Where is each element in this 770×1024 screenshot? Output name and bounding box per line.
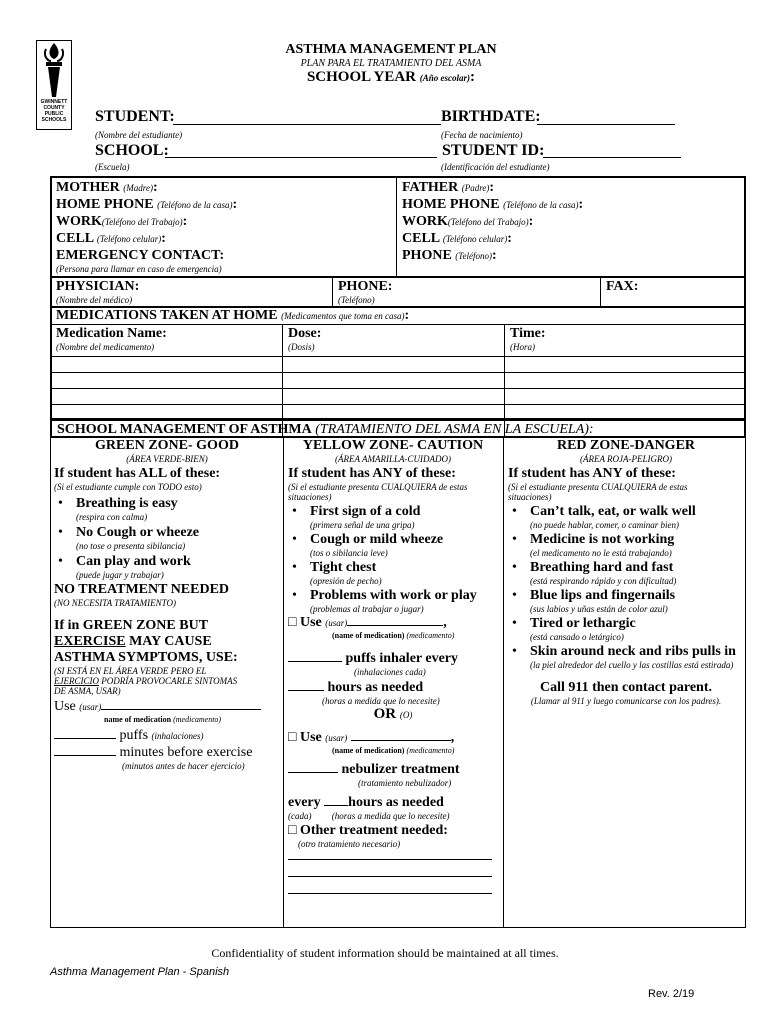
physician-phone-label[interactable]: PHONE: (338, 279, 393, 294)
green-zone-header: GREEN ZONE- GOOD (95, 438, 239, 453)
father-home-phone-es: (Teléfono de la casa) (503, 200, 579, 210)
revision: Rev. 2/19 (648, 988, 695, 1000)
exercise-es-3: DE ASMA, USAR) (54, 686, 121, 696)
page-title: ASTHMA MANAGEMENT PLAN (285, 42, 497, 57)
yellow-puffs-field[interactable] (288, 650, 342, 662)
yellow-every: every (288, 795, 321, 810)
green-item-2-es: (no tose o presenta sibilancia) (76, 541, 186, 551)
green-zone-header-es: (ÁREA VERDE-BIEN) (126, 454, 208, 464)
confidentiality-note: Confidentiality of student information should be maintained at all times. (211, 946, 559, 960)
red-zone (508, 438, 744, 706)
yellow-comma: , (443, 615, 447, 630)
home-phone-es: (Teléfono de la casa) (157, 200, 233, 210)
logo-text-4: SCHOOLS (41, 117, 67, 123)
father-es: (Padre) (461, 183, 490, 193)
green-item-2: • No Cough or wheeze (76, 525, 200, 540)
yellow-item-2: • Cough or mild wheeze (310, 532, 444, 547)
father-work-label: WORK (402, 214, 448, 229)
red-item-5: • Tired or lethargic (530, 616, 636, 631)
yellow-if-any: If student has ANY of these: (288, 466, 456, 481)
exercise-es-1: (SI ESTÁ EN EL ÁREA VERDE PERO EL (54, 666, 207, 676)
yellow-use: Use (299, 615, 322, 630)
logo-text-3: PUBLIC (44, 111, 64, 117)
medication-row-2[interactable] (52, 372, 744, 388)
father-home-phone-row[interactable]: HOME PHONE (Teléfono de la casa): (402, 197, 584, 212)
father-home-phone-label: HOME PHONE (402, 197, 500, 212)
school-field[interactable] (165, 157, 437, 158)
yellow-name-med2-es: (medicamento) (406, 746, 455, 755)
cell-label: CELL (56, 231, 94, 246)
red-item-2: • Medicine is not working (530, 532, 675, 547)
father-work-row[interactable]: WORK(Teléfono del Trabajo): (402, 214, 534, 229)
physician-es: (Nombre del médico) (56, 295, 133, 305)
red-item-5-es: (está cansado o letárgico) (530, 632, 624, 642)
red-if-any-es-1: (Si el estudiante presenta CUALQUIERA de estas (508, 482, 688, 492)
mother-row[interactable]: MOTHER (Madre): (56, 180, 158, 195)
green-use-es: (usar) (79, 702, 102, 712)
red-item-1-es: (no puede hablar, comer, o caminar bien) (530, 520, 679, 530)
yellow-nebulizer-field[interactable] (288, 761, 338, 773)
yellow-name-med: (name of medication) (332, 631, 405, 640)
green-name-med-es: (medicamento) (173, 715, 222, 724)
yellow-if-any-es-2: situaciones) (288, 492, 332, 502)
time-es: (Hora) (510, 342, 535, 352)
document-name: Asthma Management Plan - Spanish (50, 966, 230, 978)
green-item-1-es: (respira con calma) (76, 512, 148, 522)
red-zone-header: RED ZONE-DANGER (556, 438, 696, 453)
yellow-hours2: hours as needed (348, 795, 444, 810)
red-item-4: • Blue lips and fingernails (530, 588, 676, 603)
dose-header: Dose: (288, 326, 322, 341)
yellow-other: Other treatment needed: (299, 823, 448, 838)
yellow-name-med2: (name of medication) (332, 746, 405, 755)
medications-title-es: (Medicamentos que toma en casa) (281, 311, 405, 321)
emergency-label: EMERGENCY CONTACT: (56, 248, 225, 263)
yellow-item-1-es: (primera señal de una gripa) (310, 520, 415, 530)
red-item-6: • Skin around neck and ribs pulls in (530, 644, 736, 659)
student-es: (Nombre del estudiante) (95, 130, 183, 140)
yellow-or-es: (O) (399, 710, 413, 720)
yellow-nebulizer-es: (tratamiento nebulizador) (358, 778, 452, 788)
red-item-1: • Can’t talk, eat, or walk well (530, 504, 696, 519)
father-row[interactable]: FATHER (Padre): (402, 180, 495, 195)
yellow-other-checkbox[interactable]: □ (288, 823, 297, 838)
home-phone-label: HOME PHONE (56, 197, 154, 212)
green-item-3-es: (puede jugar y trabajar) (76, 570, 164, 580)
yellow-item-4-es: (problemas al trabajar o jugar) (310, 604, 424, 614)
green-zone (54, 438, 280, 771)
red-item-3-es: (está respirando rápido y con dificultad) (530, 576, 677, 586)
emergency-es: (Persona para llamar en caso de emergencia) (56, 264, 222, 274)
yellow-hours: hours as needed (327, 680, 424, 695)
exercise-es-word: EJERCICIO (54, 676, 99, 686)
yellow-medication2-field[interactable] (351, 729, 451, 741)
school-year-es: (Año escolar) (419, 73, 471, 83)
dose-es: (Dosis) (288, 342, 315, 352)
yellow-zone-header-es: (ÁREA AMARILLA-CUIDADO) (335, 454, 451, 464)
yellow-nebulizer: nebulizer treatment (341, 762, 460, 777)
green-minutes-field[interactable] (54, 744, 116, 756)
medication-name-es: (Nombre del medicamento) (56, 342, 155, 352)
school-mgmt-title-es: (TRATAMIENTO DEL ASMA EN LA ESCUELA): (315, 422, 594, 437)
exercise-line-3: ASTHMA SYMPTOMS, USE: (54, 650, 238, 665)
yellow-item-3: • Tight chest (310, 560, 377, 575)
medication-row-1[interactable] (52, 356, 744, 372)
mother-work-row[interactable]: WORK(Teléfono del Trabajo): (56, 214, 188, 229)
student-name-field[interactable] (173, 124, 441, 125)
green-minutes: minutes before exercise (119, 745, 253, 760)
yellow-other-line-2[interactable] (288, 876, 492, 877)
yellow-other-line-3[interactable] (288, 893, 492, 894)
exercise-es-2: PODRÍA PROVOCARLE SINTOMAS (99, 676, 238, 686)
time-header: Time: (510, 326, 546, 341)
page-subtitle: PLAN PARA EL TRATAMIENTO DEL ASMA (300, 58, 482, 69)
father-phone-row[interactable]: PHONE (Teléfono): (402, 248, 497, 263)
exercise-line-2: MAY CAUSE (125, 634, 212, 649)
yellow-medication-field[interactable] (347, 614, 443, 626)
yellow-item-2-es: (tos o sibilancia leve) (310, 548, 388, 558)
mother-cell-row[interactable]: CELL (Teléfono celular): (56, 231, 166, 246)
yellow-every-field[interactable] (324, 794, 348, 806)
father-cell-row[interactable]: CELL (Teléfono celular): (402, 231, 512, 246)
mother-home-phone-row[interactable]: HOME PHONE (Teléfono de la casa): (56, 197, 238, 212)
yellow-if-any-es-1: (Si el estudiante presenta CUALQUIERA de estas (288, 482, 468, 492)
green-name-med: name of medication (104, 715, 172, 724)
emergency-contact-row[interactable] (56, 248, 237, 264)
yellow-item-4: • Problems with work or play (310, 588, 477, 603)
green-puffs: puffs (119, 728, 149, 743)
physician-phone-es: (Teléfono) (338, 295, 375, 305)
yellow-item-1: • First sign of a cold (310, 504, 421, 519)
medications-title: MEDICATIONS TAKEN AT HOME (56, 308, 278, 323)
yellow-use2: Use (299, 730, 322, 745)
red-if-any-es-2: situaciones) (508, 492, 552, 502)
yellow-every-es: (cada) (288, 811, 312, 821)
red-if-any: If student has ANY of these: (508, 466, 676, 481)
father-phone-label: PHONE (402, 248, 452, 263)
green-use: Use (54, 699, 76, 714)
yellow-zone-header: YELLOW ZONE- CAUTION (302, 438, 484, 453)
yellow-or: OR (373, 706, 397, 722)
birthdate-field[interactable] (537, 124, 675, 125)
yellow-zone (288, 438, 498, 894)
no-treatment: NO TREATMENT NEEDED (54, 582, 230, 597)
yellow-hours-field[interactable] (288, 679, 324, 691)
school-label: SCHOOL: (95, 142, 169, 159)
physician-fax-label[interactable]: FAX: (606, 279, 639, 294)
father-cell-label: CELL (402, 231, 440, 246)
yellow-use-checkbox[interactable]: □ (288, 615, 297, 630)
red-item-6-es: (la piel alrededor del cuello y las costillas está estirada) (530, 660, 734, 670)
yellow-name-med-es: (medicamento) (406, 631, 455, 640)
work-es: (Teléfono del Trabajo) (101, 217, 183, 227)
yellow-other-line-1[interactable] (288, 859, 492, 860)
yellow-use2-checkbox[interactable]: □ (288, 730, 297, 745)
red-call-911: Call 911 then contact parent. (539, 680, 712, 695)
logo-text-2: COUNTY (43, 105, 65, 111)
physician-label[interactable]: PHYSICIAN: (56, 279, 140, 294)
mother-label: MOTHER (56, 180, 120, 195)
contact-medication-table: MOTHER (Madre): HOME PHONE (Teléfono de la casa): WORK(Teléfono del Trabajo): CELL (Teléfono celular): EMERGENCY CONTACT: (Persona para llamar en caso de emergencia) FATHER (Padre): HOME PHONE (Teléfono de la casa): WORK(Teléfono del Trabajo): CELL (Teléfono celular): PHONE (Teléfono): PHYSICIAN: (Nombre del médico) PHONE: (Teléfono) FAX: MEDICATIONS TAKEN AT HOME (Medicamentos que toma en casa): Medication Name: (Nombre del medicamento) Dose: (Dosis) Time: (Hora) (50, 176, 746, 438)
yellow-comma-2: , (450, 730, 455, 745)
red-item-3: • Breathing hard and fast (530, 560, 674, 575)
student-id-label: STUDENT ID: (442, 142, 545, 159)
student-id-field[interactable] (543, 157, 681, 158)
yellow-puffs: puffs inhaler every (345, 651, 459, 666)
cell-es: (Teléfono celular) (96, 234, 162, 244)
yellow-item-3-es: (opresión de pecho) (310, 576, 382, 586)
school-year-colon: : (470, 69, 476, 85)
father-label: FATHER (402, 180, 459, 195)
birthdate-es: (Fecha de nacimiento) (441, 130, 523, 140)
student-id-es: (Identificación del estudiante) (441, 162, 550, 172)
father-work-es: (Teléfono del Trabajo) (447, 217, 529, 227)
yellow-hours-es: (horas a medida que lo necesite) (322, 696, 440, 706)
yellow-puffs-es: (inhalaciones cada) (354, 667, 426, 677)
birthdate-label: BIRTHDATE: (441, 108, 541, 125)
father-phone-es: (Teléfono) (455, 251, 492, 261)
yellow-other-es: (otro tratamiento necesario) (298, 839, 401, 849)
school-year-label: SCHOOL YEAR (306, 69, 417, 85)
yellow-hours2-es: (horas a medida que lo necesite) (331, 811, 450, 821)
school-es: (Escuela) (95, 162, 130, 172)
school-mgmt-title: SCHOOL MANAGEMENT OF ASTHMA (57, 422, 312, 437)
medication-name-header: Medication Name: (56, 326, 167, 341)
no-treatment-es: (NO NECESITA TRATAMIENTO) (54, 598, 177, 608)
father-cell-es: (Teléfono celular) (442, 234, 508, 244)
yellow-use-es: (usar) (325, 618, 348, 628)
green-puffs-field[interactable] (54, 727, 116, 739)
green-if-all-es: (Si el estudiante cumple con TODO esto) (54, 482, 202, 492)
exercise-line-1: If in GREEN ZONE BUT (54, 618, 209, 633)
mother-es: (Madre) (123, 183, 153, 193)
student-label: STUDENT: (95, 108, 175, 125)
yellow-use2-es: (usar) (325, 733, 348, 743)
red-zone-header-es: (ÁREA ROJA-PELIGRO) (579, 454, 673, 464)
red-call-911-es: (Llamar al 911 y luego comunicarse con los padres). (530, 696, 722, 706)
green-if-all: If student has ALL of these: (54, 466, 221, 481)
green-item-1: • Breathing is easy (76, 496, 178, 511)
green-item-3: • Can play and work (76, 554, 191, 569)
medication-row-3[interactable] (52, 388, 744, 404)
red-item-2-es: (el medicamento no le está trabajando) (530, 548, 672, 558)
green-medication-field[interactable] (101, 698, 261, 710)
green-puffs-es: (inhalaciones) (151, 731, 204, 741)
red-item-4-es: (sus labios y uñas están de color azul) (530, 604, 668, 614)
logo-text-1: GWINNETT (40, 99, 68, 105)
green-minutes-es: (minutos antes de hacer ejercicio) (122, 761, 245, 771)
work-label: WORK (56, 214, 102, 229)
exercise-word: EXERCISE (54, 634, 126, 649)
